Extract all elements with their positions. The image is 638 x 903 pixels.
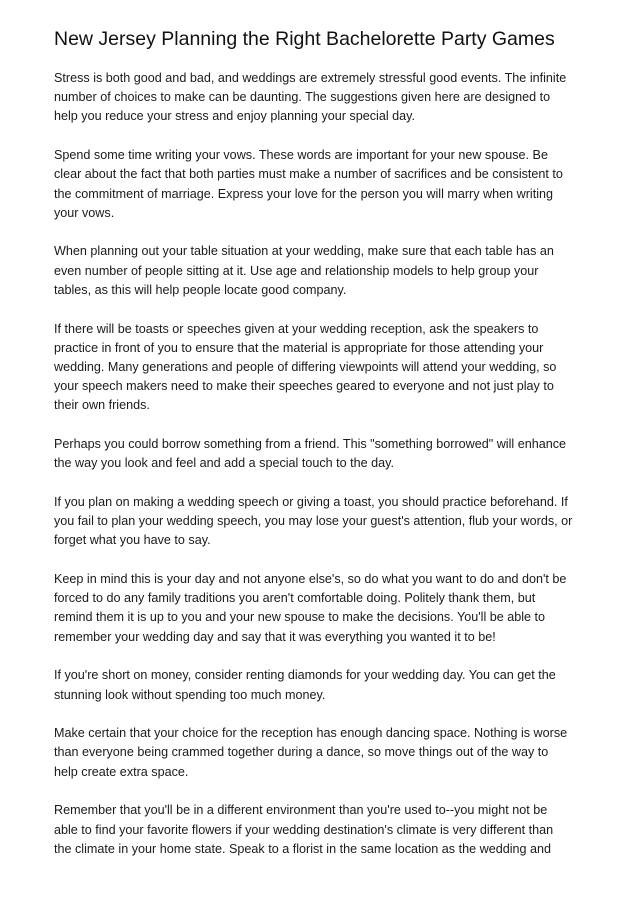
paragraph-line: help create extra space. (54, 764, 189, 779)
paragraph (54, 435, 590, 473)
paragraph (54, 320, 590, 416)
paragraph (54, 493, 590, 551)
paragraph-line: practice in front of you to ensure that the material is appropriate for those attending your (54, 340, 544, 355)
paragraph-line: able to find your favorite flowers if your wedding destination's climate is very different than (54, 822, 554, 837)
paragraph (54, 69, 590, 127)
paragraph-line: stunning look without spending too much money. (54, 687, 326, 702)
paragraph-line: clear about the fact that both parties must make a number of sacrifices and be consistent to (54, 167, 563, 182)
paragraph-line: If you're short on money, consider renting diamonds for your wedding day. You can get the (54, 668, 556, 683)
paragraph-line: your vows. (54, 205, 115, 220)
paragraph-line: Make certain that your choice for the reception has enough dancing space. Nothing is worse (54, 726, 568, 741)
paragraph-line: tables, as this will help people locate good company. (54, 282, 347, 297)
paragraph-line: number of choices to make can be daunting. The suggestions given here are designed to (54, 90, 551, 105)
paragraph-line: forget what you have to say. (54, 533, 211, 548)
document-title: New Jersey Planning the Right Bachelorette Party Games (54, 28, 555, 50)
paragraph-line: you fail to plan your wedding speech, you may lose your guest's attention, flub your words, or (54, 514, 573, 529)
paragraph-line: forced to do any family traditions you aren't comfortable doing. Politely thank them, but (54, 591, 536, 606)
paragraph-line: Keep in mind this is your day and not anyone else's, so do what you want to do and don't be (54, 572, 567, 587)
paragraph-line: than everyone being crammed together during a dance, so move things out of the way to (54, 745, 549, 760)
paragraph-line: If there will be toasts or speeches given at your wedding reception, ask the speakers to (54, 321, 539, 336)
paragraph-line: help you reduce your stress and enjoy planning your special day. (54, 109, 416, 124)
paragraph (54, 242, 590, 300)
document-body (54, 69, 590, 859)
paragraph (54, 570, 590, 647)
paragraph-line: If you plan on making a wedding speech or giving a toast, you should practice beforehand. If (54, 494, 568, 509)
paragraph-line: remind them it is up to you and your new spouse to make the decisions. You'll be able to (54, 610, 546, 625)
paragraph-line: Perhaps you could borrow something from a friend. This "something borrowed" will enhance (54, 437, 567, 452)
paragraph-line: remember your wedding day and say that it was everything you wanted it to be! (54, 629, 496, 644)
paragraph-line: Spend some time writing your vows. These words are important for your new spouse. Be (54, 148, 548, 163)
paragraph-line: the climate in your home state. Speak to a florist in the same location as the wedding and (54, 841, 552, 856)
paragraph-line: When planning out your table situation at your wedding, make sure that each table has an (54, 244, 554, 259)
paragraph-line: even number of people sitting at it. Use age and relationship models to help group your (54, 263, 539, 278)
paragraph-line: the commitment of marriage. Express your love for the person you will marry when writing (54, 186, 554, 201)
paragraph (54, 666, 590, 704)
paragraph (54, 146, 590, 223)
paragraph-line: wedding. Many generations and people of differing viewpoints will attend your wedding, so (54, 359, 557, 374)
paragraph-line: the way you look and feel and add a special touch to the day. (54, 456, 395, 471)
paragraph-line: your speech makers need to make their speeches geared to everyone and not just play to (54, 379, 554, 394)
paragraph-line: Stress is both good and bad, and weddings are extremely stressful good events. The infinite (54, 71, 567, 85)
paragraph-line: their own friends. (54, 398, 150, 413)
paragraph (54, 801, 590, 859)
paragraph-line: Remember that you'll be in a different environment than you're used to--you might not be (54, 803, 548, 818)
paragraph (54, 724, 590, 782)
